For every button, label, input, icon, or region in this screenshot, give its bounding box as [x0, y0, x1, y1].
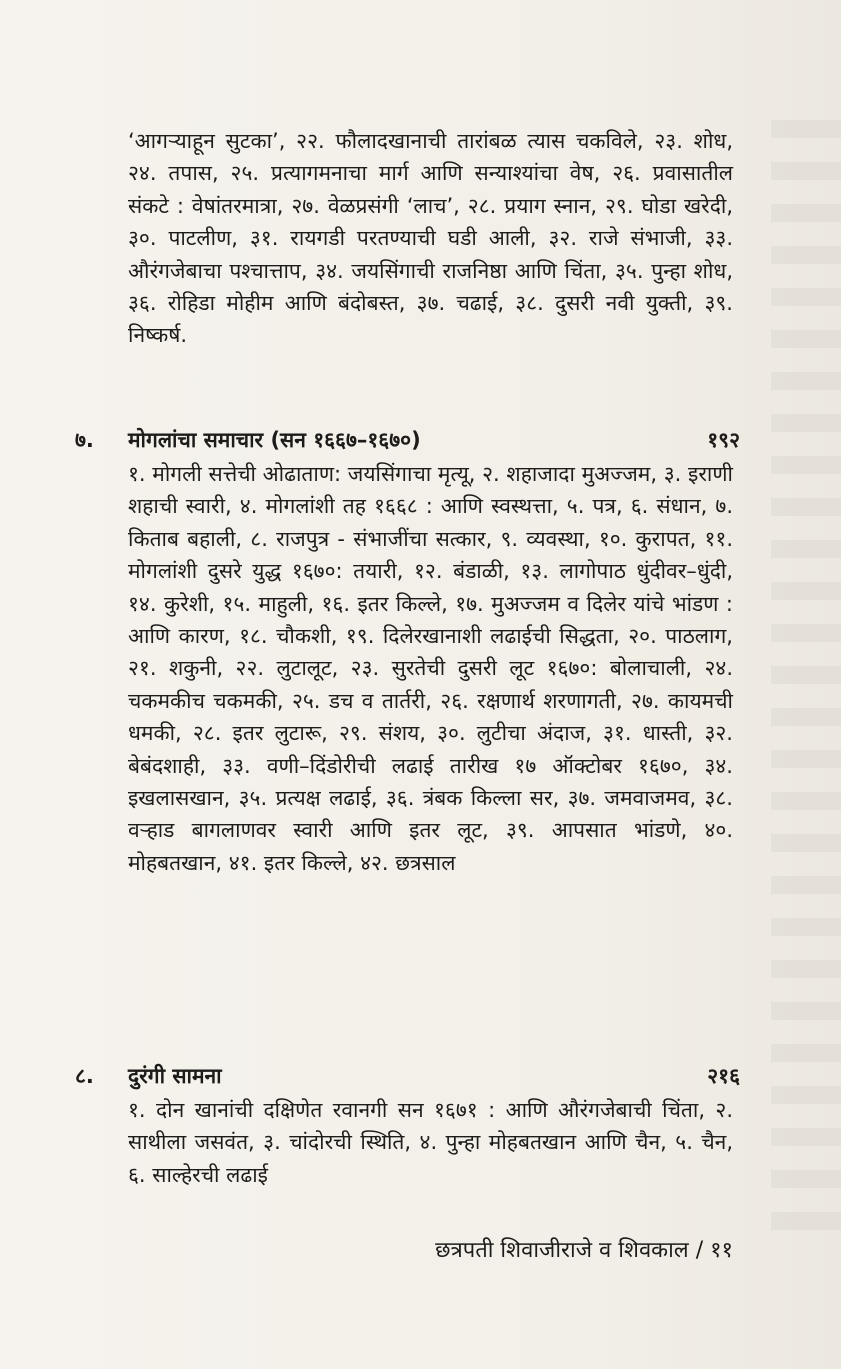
footer-separator: /: [695, 1238, 704, 1263]
bleed-through-shadow: [771, 120, 841, 1240]
chapter-contents: १. मोगली सत्तेची ओढाताण: जयसिंगाचा मृत्यू, २. शहाजादा मुअज्जम, ३. इराणी शहाची स्वारी, ४. मोगलांशी तह १६६८ : आणि स्वस्थत्ता, ५. पत्र, ६. संधान, ७. किताब बहाली, ८. राजपुत्र - संभाजींचा सत्कार, ९. व्यवस्था, १०. कुरापत, ११. मोगलांशी दुसरे युद्ध १६७०: तयारी, १२. बंडाळी, १३. लागोपाठ धुंदीवर–धुंदी, १४. कुरेशी, १५. माहुली, १६. इतर किल्ले, १७. मुअज्जम व दिलेर यांचे भांडण : आणि कारण, १८. चौकशी, १९. दिलेरखानाशी लढाईची सिद्धता, २०. पाठलाग, २१. शकुनी, २२. लुटालूट, २३. सुरतेची दुसरी लूट १६७०: बोलाचाली, २४. चकमकीच चकमकी, २५. डच व तार्तरी, २६. रक्षणार्थ शरणागती, २७. कायमची धमकी, २८. इतर लुटारू, २९. संशय, ३०. लुटीचा अंदाज, ३१. धास्ती, ३२. बेबंदशाही, ३३. वणी–दिंडोरीची लढाई तारीख १७ ऑक्टोबर १६७०, ३४. इखलासखान, ३५. प्रत्यक्ष लढाई, ३६. त्रंबक किल्ला सर, ३७. जमवाजमव, ३८. वऱ्हाड बागलाणवर स्वारी आणि इतर लूट, ३९. आपसात भांडणे, ४०. मोहबतखान, ४१. इतर किल्ले, ४२. छत्रसाल: [128, 462, 733, 875]
chapter-title: मोगलांचा समाचार (सन १६६७–१६७०): [128, 428, 421, 452]
intro-block: [128, 125, 733, 352]
chapter-number: ८.: [75, 1064, 94, 1088]
intro-paragraph: ‘आगऱ्याहून सुटका’, २२. फौलादखानाची तारांबळ त्यास चकविले, २३. शोध, २४. तपास, २५. प्रत्यागमनाचा मार्ग आणि सन्याश्यांचा वेष, २६. प्रवासातील संकटे : वेषांतरमात्रा, २७. वेळप्रसंगी ‘लाच’, २८. प्रयाग स्नान, २९. घोडा खरेदी, ३०. पाटलीण, ३१. रायगडी परतण्याची घडी आली, ३२. राजे संभाजी, ३३. औरंगजेबाचा पश्चात्ताप, ३४. जयसिंगाची राजनिष्ठा आणि चिंता, ३५. पुन्हा शोध, ३६. रोहिडा मोहीम आणि बंदोबस्त, ३७. चढाई, ३८. दुसरी नवी युक्ती, ३९. निष्कर्ष.: [128, 129, 733, 348]
chapter-number: ७.: [75, 428, 94, 452]
running-footer: [435, 1236, 733, 1266]
chapter-contents: १. दोन खानांची दक्षिणेत रवानगी सन १६७१ : आणि औरंगजेबाची चिंता, २. साथीला जसवंत, ३. चांदोरची स्थिति, ४. पुन्हा मोहबतखान आणि चैन, ५. चैन, ६. साल्हेरची लढाई: [128, 1098, 733, 1187]
chapter-contents-8: [128, 1094, 733, 1191]
footer-book-title: छत्रपती शिवाजीराजे व शिवकाल: [435, 1238, 689, 1263]
footer-page-number: ११: [710, 1238, 733, 1263]
chapter-page-number: १९२: [707, 428, 740, 452]
chapter-page-number: २१६: [707, 1064, 740, 1088]
chapter-contents-7: [128, 458, 733, 879]
chapter-title: दुरंगी सामना: [128, 1064, 222, 1088]
